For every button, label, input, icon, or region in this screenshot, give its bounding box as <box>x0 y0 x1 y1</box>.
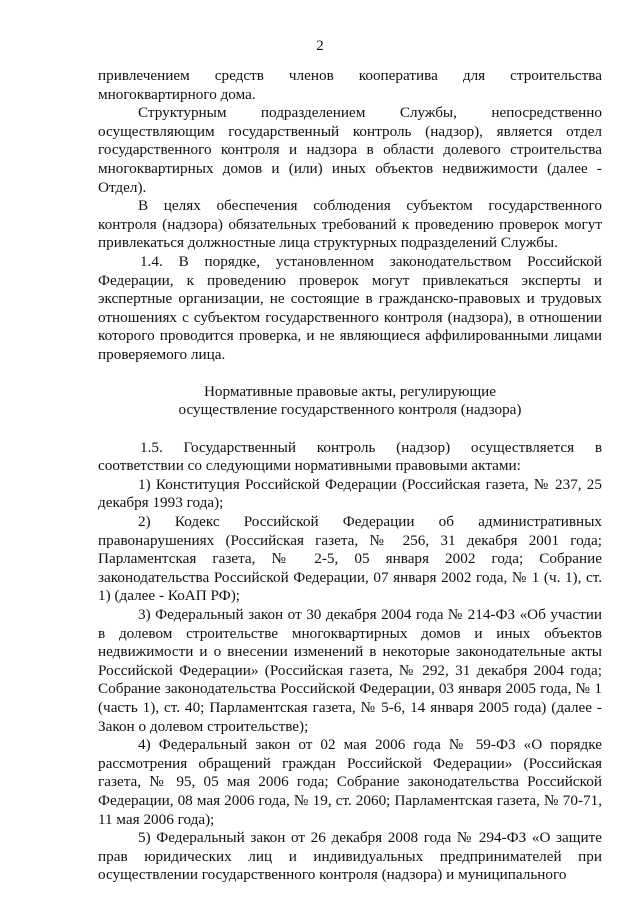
spacer <box>98 420 602 439</box>
section-heading-line-1: Нормативные правовые акты, регулирующие <box>203 382 497 400</box>
list-item-2: 2) Кодекс Российской Федерации об административных правонарушениях (Российская газета, № 256, 31 декабря 2001 года; Парламентская газета, № 2-5, 05 января 2002 года; Собрание законодательства Российской Федерации, 07 января 2002 года, № 1 (ч. 1), ст. 1) (далее - КоАП РФ); <box>98 513 602 605</box>
paragraph-1-5: 1.5. Государственный контроль (надзор) осуществляется в соответствии со следующими нормативными правовыми актами: <box>98 438 602 475</box>
list-item-3: 3) Федеральный закон от 30 декабря 2004 года № 214-ФЗ «Об участии в долевом строительстве многоквартирных домов и иных объектов недвижимости и о внесении изменений в некоторые законодательные акты Российской Федерации» (Российская газета, № 292, 31 декабря 2004 года; Собрание законодательства Российской Федерации, 03 января 2005 года, № 1 (часть 1), ст. 40; Парламентская газета, № 5-6, 14 января 2005 года) (далее - Закон о долевом строительстве); <box>98 606 602 735</box>
list-item-5: 5) Федеральный закон от 26 декабря 2008 года № 294-ФЗ «О защите прав юридических лиц и индивидуальных предпринимателей при осуществлении государственного контроля (надзора) и муниципального <box>98 829 602 884</box>
paragraph-continuation: привлечением средств членов кооператива для строительства многоквартирного дома. <box>98 67 602 103</box>
paragraph-involved-officials: В целях обеспечения соблюдения субъектом государственного контроля (надзора) обязательных требований к проведению проверок могут привлекаться должностные лица структурных подразделений Службы. <box>98 197 602 252</box>
page-number: 2 <box>316 38 324 54</box>
section-heading-line-2: осуществление государственного контроля (надзора) <box>178 401 522 419</box>
paragraph-structural-unit: Структурным подразделением Службы, непосредственно осуществляющим государственный контроль (надзор), является отдел государственного контроля и надзора в области долевого строительства многоквартирных домов и (или) иных объектов недвижимости (далее - Отдел). <box>98 104 602 196</box>
list-item-1: 1) Конституция Российской Федерации (Российская газета, № 237, 25 декабря 1993 года); <box>98 475 602 512</box>
spacer <box>98 365 602 383</box>
list-item-4: 4) Федеральный закон от 02 мая 2006 года № 59-ФЗ «О порядке рассмотрения обращений граждан Российской Федерации» (Российская газета, № 95, 05 мая 2006 года; Собрание законодательства Российской Федерации, 08 мая 2006 года, № 19, ст. 2060; Парламентская газета, № 70-71, 11 мая 2006 года); <box>98 736 602 828</box>
paragraph-1-4: 1.4. В порядке, установленном законодательством Российской Федерации, к проведению проверок могут привлекаться эксперты и экспертные организации, не состоящие в гражданско-правовых и трудовых отношениях с субъектом государственного контроля (надзора), в отношении которого проводится проверка, и не являющиеся аффилированными лицами проверяемого лица. <box>98 252 602 363</box>
document-body <box>98 67 602 885</box>
